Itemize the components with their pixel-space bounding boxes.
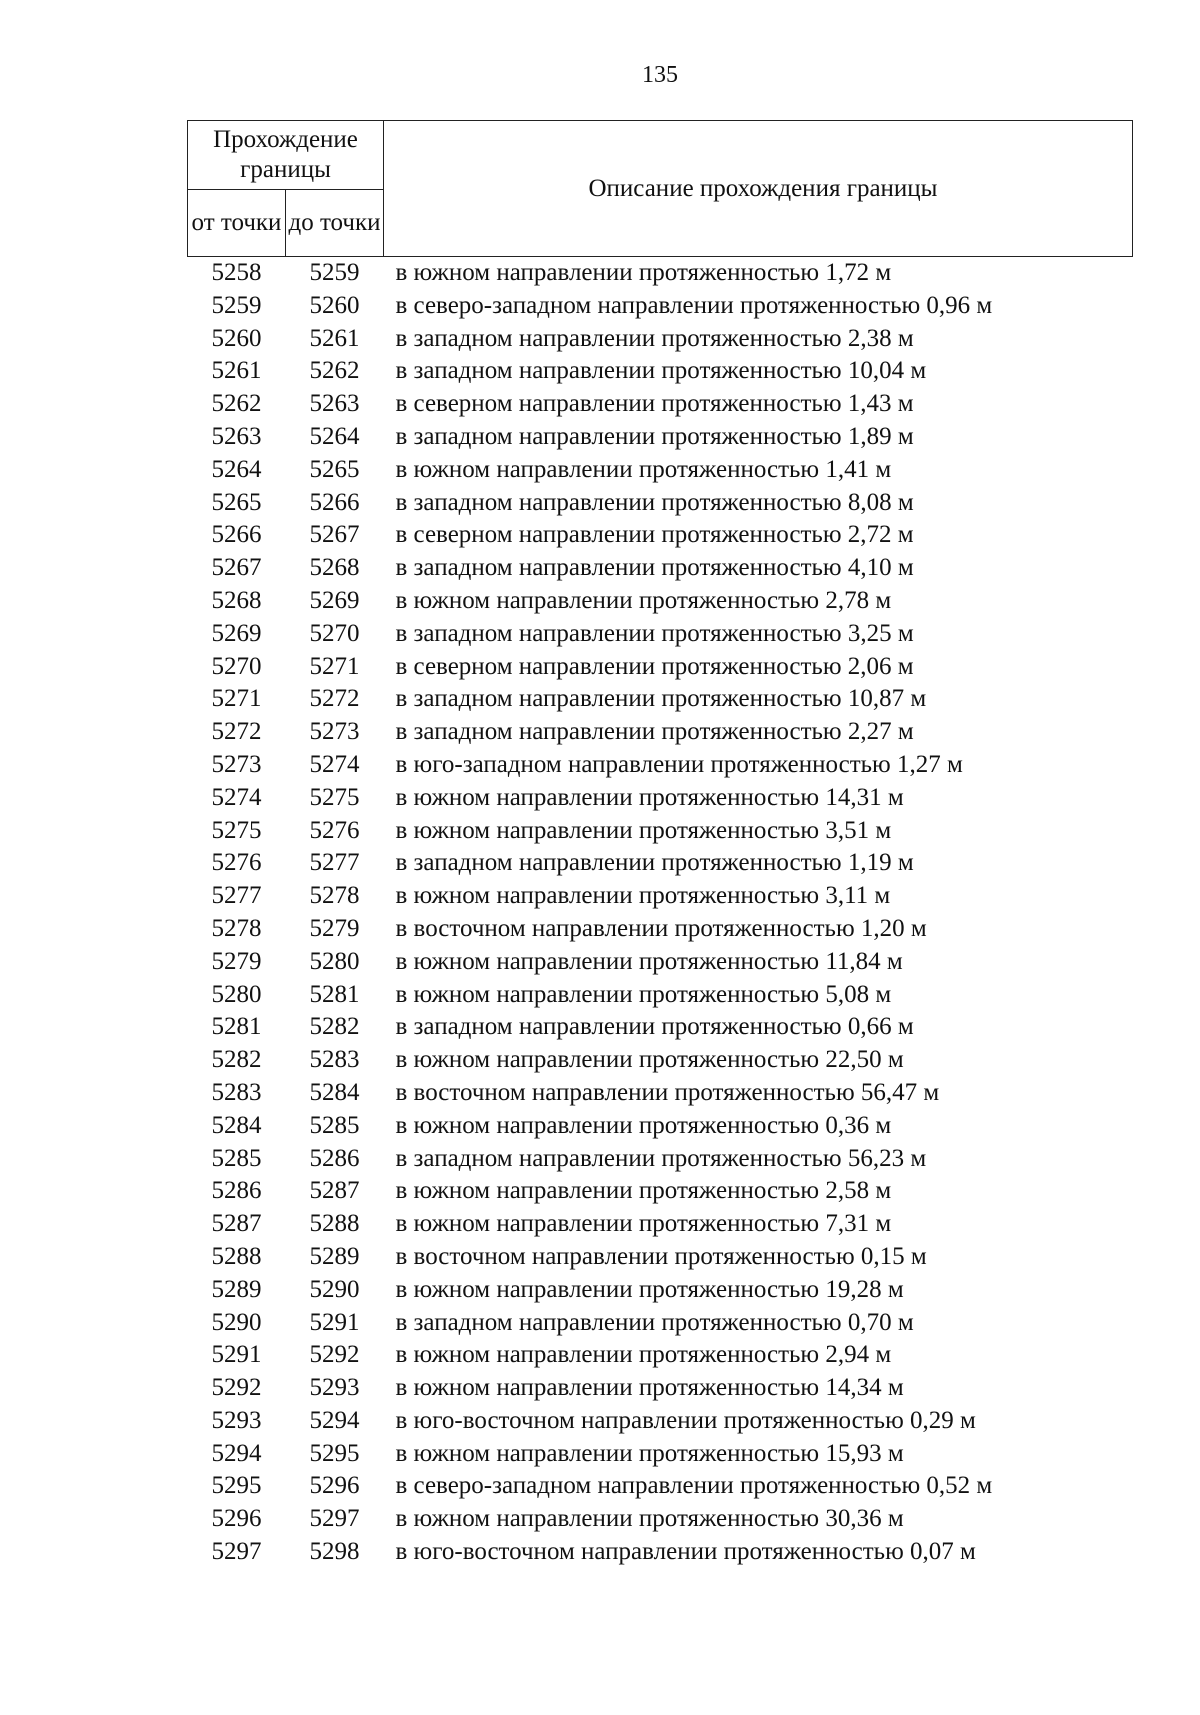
to-point-cell: 5286 xyxy=(309,1144,360,1172)
description-cell: в южном направлении протяженностью 11,84 м xyxy=(395,947,903,975)
to-point-cell: 5291 xyxy=(309,1308,360,1336)
to-point-cell: 5260 xyxy=(309,291,360,319)
description-cell: в южном направлении протяженностью 2,58 м xyxy=(395,1177,892,1205)
to-point-cell: 5270 xyxy=(309,619,360,647)
description-cell: в южном направлении протяженностью 7,31 м xyxy=(395,1210,892,1238)
from-point-cell: 5297 xyxy=(211,1538,262,1566)
table-row xyxy=(188,585,1133,618)
to-point-cell: 5265 xyxy=(309,455,360,483)
to-point-cell: 5269 xyxy=(309,586,360,614)
table-row xyxy=(188,1470,1133,1503)
from-point-cell: 5288 xyxy=(211,1242,262,1270)
to-point-cell: 5297 xyxy=(309,1505,360,1533)
description-cell: в северном направлении протяженностью 1,43 м xyxy=(395,390,914,418)
description-cell: в западном направлении протяженностью 10,04 м xyxy=(395,357,927,385)
header-from-point: от точки xyxy=(188,190,286,257)
from-point-cell: 5272 xyxy=(211,718,262,746)
to-point-cell: 5290 xyxy=(309,1275,360,1303)
table-row xyxy=(188,1339,1133,1372)
description-cell: в западном направлении протяженностью 0,70 м xyxy=(395,1308,914,1336)
description-cell: в южном направлении протяженностью 0,36 м xyxy=(395,1111,892,1139)
from-point-cell: 5268 xyxy=(211,586,262,614)
to-point-cell: 5292 xyxy=(309,1341,360,1369)
description-cell: в южном направлении протяженностью 2,78 м xyxy=(395,586,892,614)
from-point-cell: 5265 xyxy=(211,488,262,516)
table-body xyxy=(188,257,1133,1569)
header-boundary-passage: Прохождение границы xyxy=(188,121,384,190)
table-row xyxy=(188,683,1133,716)
from-point-cell: 5295 xyxy=(211,1472,262,1500)
to-point-cell: 5266 xyxy=(309,488,360,516)
description-cell: в южном направлении протяженностью 1,41 м xyxy=(395,455,892,483)
to-point-cell: 5288 xyxy=(309,1210,360,1238)
description-cell: в восточном направлении протяженностью 56,47 м xyxy=(395,1078,940,1106)
description-cell: в северо-западном направлении протяженностью 0,52 м xyxy=(395,1472,993,1500)
to-point-cell: 5264 xyxy=(309,422,360,450)
description-cell: в южном направлении протяженностью 30,36 м xyxy=(395,1505,904,1533)
table-row xyxy=(188,1307,1133,1340)
to-point-cell: 5281 xyxy=(309,980,360,1008)
description-cell: в восточном направлении протяженностью 0,15 м xyxy=(395,1242,927,1270)
description-cell: в юго-восточном направлении протяженностью 0,29 м xyxy=(395,1406,976,1434)
from-point-cell: 5259 xyxy=(211,291,262,319)
table-row xyxy=(188,880,1133,913)
table-row xyxy=(188,749,1133,782)
table-row xyxy=(188,1438,1133,1471)
header-to-point: до точки xyxy=(286,190,384,257)
from-point-cell: 5294 xyxy=(211,1439,262,1467)
to-point-cell: 5283 xyxy=(309,1046,360,1074)
to-point-cell: 5268 xyxy=(309,554,360,582)
from-point-cell: 5285 xyxy=(211,1144,262,1172)
from-point-cell: 5262 xyxy=(211,390,262,418)
table-row xyxy=(188,1503,1133,1536)
description-cell: в западном направлении протяженностью 8,08 м xyxy=(395,488,914,516)
to-point-cell: 5276 xyxy=(309,816,360,844)
description-cell: в южном направлении протяженностью 19,28 м xyxy=(395,1275,904,1303)
description-cell: в южном направлении протяженностью 15,93 м xyxy=(395,1439,904,1467)
table-row xyxy=(188,1143,1133,1176)
from-point-cell: 5275 xyxy=(211,816,262,844)
from-point-cell: 5274 xyxy=(211,783,262,811)
from-point-cell: 5277 xyxy=(211,882,262,910)
from-point-cell: 5266 xyxy=(211,521,262,549)
table-row xyxy=(188,454,1133,487)
from-point-cell: 5278 xyxy=(211,914,262,942)
description-cell: в юго-восточном направлении протяженностью 0,07 м xyxy=(395,1538,976,1566)
table-row xyxy=(188,1110,1133,1143)
description-cell: в западном направлении протяженностью 2,38 м xyxy=(395,324,914,352)
header-description: Описание прохождения границы xyxy=(384,121,1133,257)
to-point-cell: 5295 xyxy=(309,1439,360,1467)
description-cell: в западном направлении протяженностью 10,87 м xyxy=(395,685,927,713)
description-cell: в южном направлении протяженностью 3,51 м xyxy=(395,816,892,844)
table-row xyxy=(188,1241,1133,1274)
description-cell: в западном направлении протяженностью 3,25 м xyxy=(395,619,914,647)
table-header xyxy=(188,121,1133,257)
from-point-cell: 5270 xyxy=(211,652,262,680)
table-row xyxy=(188,618,1133,651)
from-point-cell: 5283 xyxy=(211,1078,262,1106)
to-point-cell: 5263 xyxy=(309,390,360,418)
description-cell: в западном направлении протяженностью 0,66 м xyxy=(395,1013,914,1041)
table-row xyxy=(188,290,1133,323)
description-cell: в южном направлении протяженностью 3,11 м xyxy=(395,882,891,910)
table-row xyxy=(188,1175,1133,1208)
to-point-cell: 5279 xyxy=(309,914,360,942)
from-point-cell: 5269 xyxy=(211,619,262,647)
from-point-cell: 5284 xyxy=(211,1111,262,1139)
table-row xyxy=(188,1044,1133,1077)
to-point-cell: 5273 xyxy=(309,718,360,746)
description-cell: в восточном направлении протяженностью 1,20 м xyxy=(395,914,927,942)
to-point-cell: 5275 xyxy=(309,783,360,811)
to-point-cell: 5262 xyxy=(309,357,360,385)
from-point-cell: 5279 xyxy=(211,947,262,975)
table-row xyxy=(188,552,1133,585)
from-point-cell: 5271 xyxy=(211,685,262,713)
description-cell: в южном направлении протяженностью 2,94 м xyxy=(395,1341,892,1369)
description-cell: в южном направлении протяженностью 5,08 м xyxy=(395,980,892,1008)
from-point-cell: 5292 xyxy=(211,1374,262,1402)
table-row xyxy=(188,815,1133,848)
table-row xyxy=(188,1208,1133,1241)
from-point-cell: 5290 xyxy=(211,1308,262,1336)
from-point-cell: 5263 xyxy=(211,422,262,450)
from-point-cell: 5291 xyxy=(211,1341,262,1369)
description-cell: в западном направлении протяженностью 2,27 м xyxy=(395,718,914,746)
description-cell: в северо-западном направлении протяженностью 0,96 м xyxy=(395,291,993,319)
table-row xyxy=(188,979,1133,1012)
table-row xyxy=(188,323,1133,356)
table-row xyxy=(188,946,1133,979)
description-cell: в южном направлении протяженностью 14,31 м xyxy=(395,783,904,811)
from-point-cell: 5281 xyxy=(211,1013,262,1041)
from-point-cell: 5296 xyxy=(211,1505,262,1533)
from-point-cell: 5293 xyxy=(211,1406,262,1434)
table-row xyxy=(188,388,1133,421)
from-point-cell: 5280 xyxy=(211,980,262,1008)
description-cell: в юго-западном направлении протяженностью 1,27 м xyxy=(395,750,963,778)
from-point-cell: 5273 xyxy=(211,750,262,778)
to-point-cell: 5296 xyxy=(309,1472,360,1500)
from-point-cell: 5264 xyxy=(211,455,262,483)
from-point-cell: 5258 xyxy=(211,259,262,286)
table-row xyxy=(188,1077,1133,1110)
description-cell: в западном направлении протяженностью 1,89 м xyxy=(395,422,914,450)
to-point-cell: 5278 xyxy=(309,882,360,910)
table-row xyxy=(188,1372,1133,1405)
to-point-cell: 5293 xyxy=(309,1374,360,1402)
description-cell: в южном направлении протяженностью 1,72 м xyxy=(395,259,892,286)
from-point-cell: 5261 xyxy=(211,357,262,385)
description-cell: в северном направлении протяженностью 2,72 м xyxy=(395,521,914,549)
to-point-cell: 5294 xyxy=(309,1406,360,1434)
from-point-cell: 5282 xyxy=(211,1046,262,1074)
table-row xyxy=(188,519,1133,552)
table-row xyxy=(188,847,1133,880)
description-cell: в западном направлении протяженностью 56,23 м xyxy=(395,1144,927,1172)
to-point-cell: 5285 xyxy=(309,1111,360,1139)
from-point-cell: 5267 xyxy=(211,554,262,582)
to-point-cell: 5282 xyxy=(309,1013,360,1041)
boundary-table xyxy=(187,120,1133,1569)
from-point-cell: 5260 xyxy=(211,324,262,352)
from-point-cell: 5286 xyxy=(211,1177,262,1205)
from-point-cell: 5276 xyxy=(211,849,262,877)
description-cell: в западном направлении протяженностью 1,19 м xyxy=(395,849,914,877)
table-row xyxy=(188,257,1133,290)
table-row xyxy=(188,487,1133,520)
to-point-cell: 5274 xyxy=(309,750,360,778)
to-point-cell: 5267 xyxy=(309,521,360,549)
to-point-cell: 5287 xyxy=(309,1177,360,1205)
table-row xyxy=(188,1274,1133,1307)
description-cell: в северном направлении протяженностью 2,06 м xyxy=(395,652,914,680)
from-point-cell: 5287 xyxy=(211,1210,262,1238)
to-point-cell: 5271 xyxy=(309,652,360,680)
to-point-cell: 5284 xyxy=(309,1078,360,1106)
page-number: 135 xyxy=(642,62,678,88)
table-row xyxy=(188,1011,1133,1044)
table-row xyxy=(188,716,1133,749)
to-point-cell: 5272 xyxy=(309,685,360,713)
to-point-cell: 5280 xyxy=(309,947,360,975)
table-row xyxy=(188,913,1133,946)
to-point-cell: 5277 xyxy=(309,849,360,877)
table-row xyxy=(188,651,1133,684)
to-point-cell: 5259 xyxy=(309,259,360,286)
from-point-cell: 5289 xyxy=(211,1275,262,1303)
table-row xyxy=(188,421,1133,454)
description-cell: в западном направлении протяженностью 4,10 м xyxy=(395,554,914,582)
to-point-cell: 5298 xyxy=(309,1538,360,1566)
to-point-cell: 5289 xyxy=(309,1242,360,1270)
table-row xyxy=(188,1536,1133,1569)
table-row xyxy=(188,1405,1133,1438)
description-cell: в южном направлении протяженностью 22,50 м xyxy=(395,1046,904,1074)
table-row xyxy=(188,782,1133,815)
to-point-cell: 5261 xyxy=(309,324,360,352)
table-row xyxy=(188,355,1133,388)
description-cell: в южном направлении протяженностью 14,34 м xyxy=(395,1374,904,1402)
